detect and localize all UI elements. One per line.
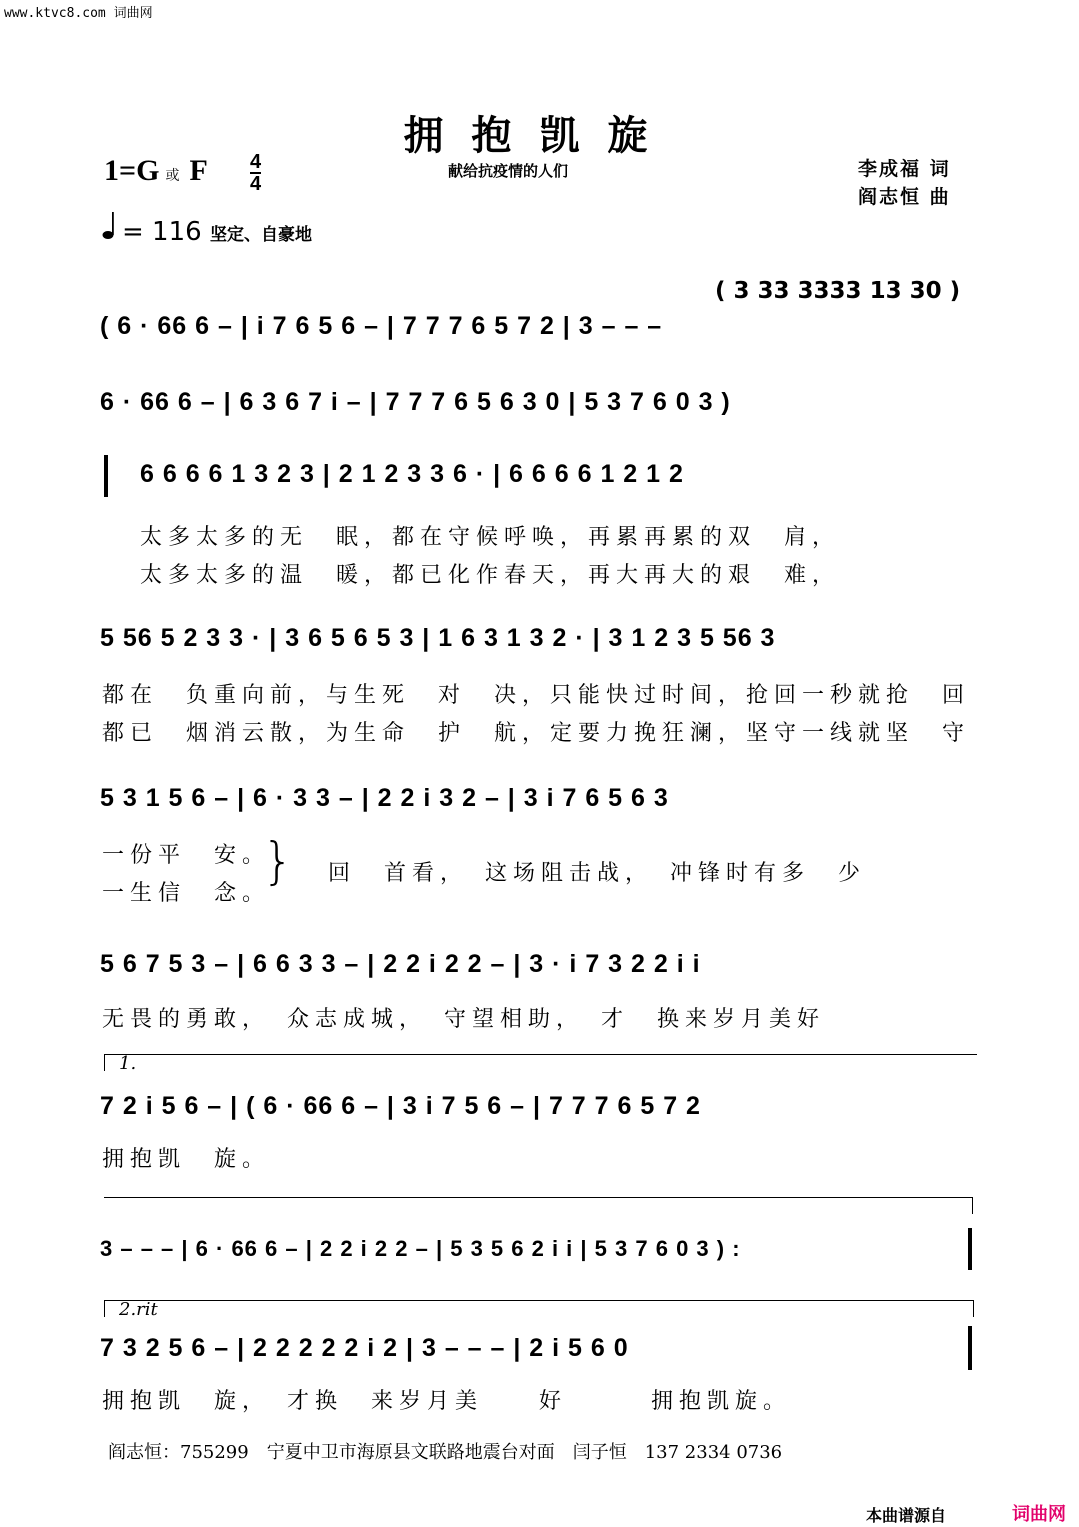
tempo-text: 坚定、自豪地 <box>209 225 312 245</box>
key-signature <box>104 154 208 188</box>
brace-icon: } <box>262 832 294 890</box>
notation-row-7: 7 2 i 5 6 – | ( 6 · 66 6 – | 3 i 7 5 6 – | 7 7 7 6 5 7 2 <box>100 1092 701 1120</box>
key-alt: F <box>189 154 208 187</box>
lyric-row-1b: 太多太多的温 暖，都已化作春天，再大再大的艰 难， <box>140 563 841 588</box>
lyric-row-4: 无畏的勇敢， 众志成城， 守望相助， 才 换来岁月美好 <box>102 1007 826 1032</box>
site-logo: 词曲网 <box>1012 1504 1066 1525</box>
lyricist-credit: 李成福 词 <box>858 158 951 180</box>
lyric-row-3c: 回 首看， 这场阻击战， 冲锋时有多 少 <box>328 861 867 886</box>
volta-1-label: 1. <box>119 1053 137 1074</box>
notation-row-6: 5 6 7 5 3 – | 6 6 3 3 – | 2 2 i 2 2 – | 3 · i 7 3 2 2 i i <box>100 950 701 978</box>
notation-row-9: 7 3 2 5 6 – | 2 2 2 2 2 i 2 | 3 – – – | 2 i 5 6 0 <box>100 1334 629 1362</box>
site-label: www.ktvc8.com 词曲网 <box>4 6 153 21</box>
volta-bracket-1-end <box>104 1197 973 1214</box>
volta-bracket-1 <box>104 1053 977 1074</box>
song-subtitle: 献给抗疫情的人们 <box>448 162 569 180</box>
notation-row-1: ( 6 · 66 6 – | i 7 6 5 6 – | 7 7 7 6 5 7 2 | 3 – – – <box>100 312 663 340</box>
notation-row-8: 3 – – – | 6 · 66 6 – | 2 2 i 2 2 – | 5 3 5 6 2 i i | 5 3 7 6 0 3 ) : <box>100 1236 741 1261</box>
lyric-row-2a: 都在 负重向前，与生死 对 决，只能快过时间，抢回一秒就抢 回 <box>102 683 971 708</box>
volta-bracket-2 <box>104 1299 974 1320</box>
lyric-row-6: 拥抱凯 旋， 才换 来岁月美 好 拥抱凯旋。 <box>102 1389 792 1414</box>
composer-credit: 阎志恒 曲 <box>858 186 951 208</box>
key-alt-word: 或 <box>165 169 180 184</box>
key-main: 1=G <box>104 154 160 187</box>
lyric-row-1a: 太多太多的无 眠，都在守候呼唤，再累再累的双 肩， <box>140 525 841 550</box>
lyric-row-5: 拥抱凯 旋。 <box>102 1147 271 1172</box>
repeat-start-bar <box>104 455 108 497</box>
notation-row-5: 5 3 1 5 6 – | 6 · 3 3 – | 2 2 i 3 2 – | 3 i 7 6 5 6 3 <box>100 784 669 812</box>
source-note: 本曲谱源自 <box>866 1506 947 1525</box>
notation-row-3: 6 6 6 6 1 3 2 3 | 2 1 2 3 3 6 · | 6 6 6 6 1 2 1 2 <box>140 460 684 488</box>
quarter-note-icon <box>102 212 122 247</box>
tempo-value: = 116 <box>122 217 202 247</box>
intro-pickup: ( 3 33 3333 13 30 ) <box>715 278 961 304</box>
contact-footer: 阎志恒：755299 宁夏中卫市海原县文联路地震台对面 闫子恒 137 2334 0736 <box>108 1442 783 1463</box>
repeat-end-bar <box>968 1228 972 1270</box>
volta-2-label: 2.rit <box>119 1299 158 1320</box>
time-signature <box>250 152 261 194</box>
notation-row-2: 6 · 66 6 – | 6 3 6 7 i – | 7 7 7 6 5 6 3 0 | 5 3 7 6 0 3 ) <box>100 388 731 416</box>
meter-bottom: 4 <box>250 173 262 195</box>
lyric-row-3a: 一份平 安。 <box>102 843 271 868</box>
final-bar <box>968 1326 972 1370</box>
tempo-marking <box>102 212 312 247</box>
song-title: 拥抱凯旋 <box>403 112 676 159</box>
notation-row-4: 5 56 5 2 3 3 · | 3 6 5 6 5 3 | 1 6 3 1 3 2 · | 3 1 2 3 5 56 3 <box>100 624 776 652</box>
lyric-row-3b: 一生信 念。 <box>102 881 271 906</box>
lyric-row-2b: 都已 烟消云散，为生命 护 航，定要力挽狂澜，坚守一线就坚 守 <box>102 721 971 746</box>
meter-top: 4 <box>250 151 262 173</box>
